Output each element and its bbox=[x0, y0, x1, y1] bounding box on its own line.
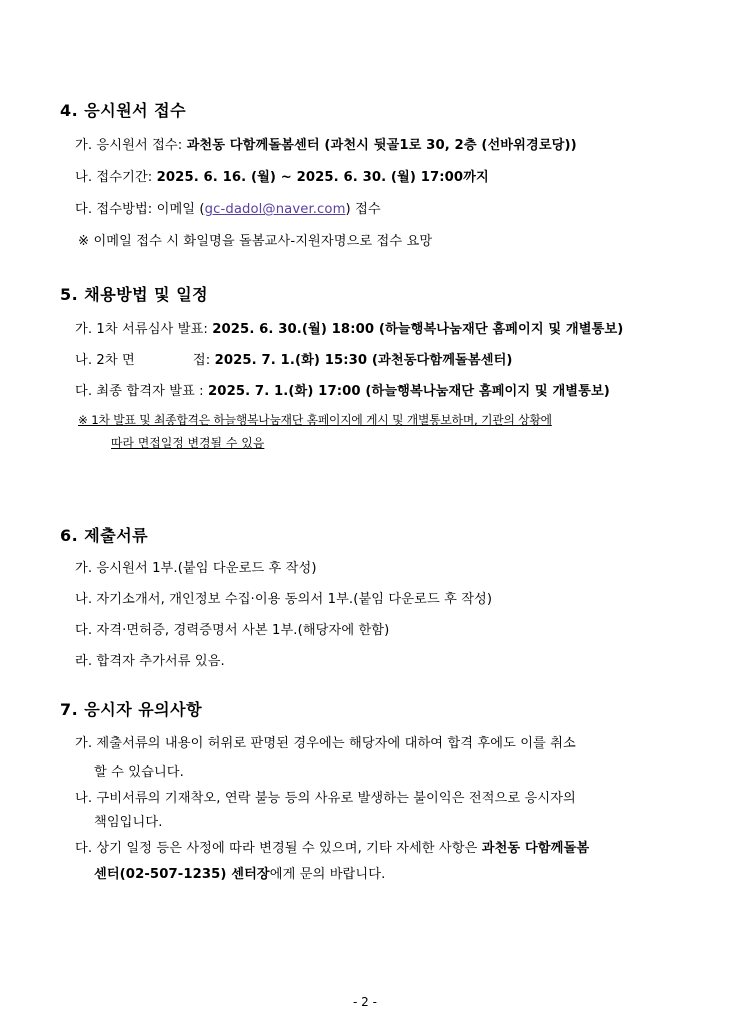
s5-item-b bbox=[75, 349, 513, 368]
s7-item-a-line-2: 할 수 있습니다. bbox=[94, 765, 184, 780]
s5-item-b-value: 2025. 7. 1.(화) 15:30 (과천동다함께돌봄센터) bbox=[214, 353, 513, 368]
s5-item-b-label2: 접: bbox=[192, 353, 215, 368]
s7-item-c-line-2 bbox=[94, 863, 385, 882]
s5-note-line-2: 따라 면접일정 변경될 수 있음 bbox=[111, 436, 265, 450]
s5-item-c bbox=[75, 380, 610, 399]
s5-item-a bbox=[75, 318, 623, 337]
s4-item-b bbox=[75, 166, 489, 185]
s6-item-b: 나. 자기소개서, 개인정보 수집·이용 동의서 1부.(붙임 다운로드 후 작성) bbox=[75, 592, 493, 607]
s7-item-a-line-1: 가. 제출서류의 내용이 허위로 판명된 경우에는 해당자에 대하여 합격 후에도 이를 취소 bbox=[75, 736, 576, 751]
s7-item-c-bold: 과천동 다함께돌봄 bbox=[481, 841, 590, 856]
s5-note-line-1: ※ 1차 발표 및 최종합격은 하늘행복나눔재단 홈페이지에 게시 및 개별통보하며, 기관의 상황에 bbox=[78, 413, 552, 427]
s7-item-c-text: 다. 상기 일정 등은 사정에 따라 변경될 수 있으며, 기타 자세한 사항은 bbox=[75, 841, 482, 856]
s6-item-c: 다. 자격·면허증, 경력증명서 사본 1부.(해당자에 한함) bbox=[75, 623, 390, 638]
s5-item-a-value: 2025. 6. 30.(월) 18:00 (하늘행복나눔재단 홈페이지 및 개별통보) bbox=[212, 322, 624, 337]
email-link[interactable]: gc-dadol@naver.com bbox=[204, 202, 346, 217]
s4-item-b-label: 나. 접수기간: bbox=[75, 170, 157, 185]
section-6-title: 6. 제출서류 bbox=[60, 526, 149, 545]
s4-note: ※ 이메일 접수 시 화일명을 돌봄교사-지원자명으로 접수 요망 bbox=[78, 234, 433, 249]
s5-item-b-label: 나. 2차 면 bbox=[75, 353, 135, 368]
s4-item-a-value: 과천동 다함께돌봄센터 (과천시 뒷골1로 30, 2층 (선바위경로당)) bbox=[186, 138, 577, 153]
section-7-title: 7. 응시자 유의사항 bbox=[60, 700, 203, 719]
section-4-title: 4. 응시원서 접수 bbox=[60, 101, 187, 120]
s4-item-a-label: 가. 응시원서 접수: bbox=[75, 138, 187, 153]
s7-item-c-line-1 bbox=[75, 837, 589, 856]
s7-item-c-suffix: 에게 문의 바랍니다. bbox=[269, 867, 386, 882]
s4-item-c-label: 다. 접수방법: 이메일 ( bbox=[75, 202, 205, 217]
s4-item-b-value: 2025. 6. 16. (월) ~ 2025. 6. 30. (월) 17:00까지 bbox=[156, 170, 489, 185]
page-number: - 2 - bbox=[353, 995, 377, 1009]
s6-item-a: 가. 응시원서 1부.(붙임 다운로드 후 작성) bbox=[75, 561, 317, 576]
s5-item-a-label: 가. 1차 서류심사 발표: bbox=[75, 322, 213, 337]
contact-info: 센터(02-507-1235) 센터장 bbox=[94, 867, 270, 882]
s4-item-c bbox=[75, 198, 381, 217]
s7-item-b-line-1: 나. 구비서류의 기재착오, 연락 불능 등의 사유로 발생하는 불이익은 전적으로 응시자의 bbox=[75, 791, 576, 806]
s5-item-c-label: 다. 최종 합격자 발표 : bbox=[75, 384, 209, 399]
s4-item-c-suffix: ) 접수 bbox=[345, 202, 381, 217]
section-5-title: 5. 채용방법 및 일정 bbox=[60, 285, 209, 304]
s5-item-c-value: 2025. 7. 1.(화) 17:00 (하늘행복나눔재단 홈페이지 및 개별통보) bbox=[208, 384, 610, 399]
s6-item-d: 라. 합격자 추가서류 있음. bbox=[75, 654, 225, 669]
s4-item-a bbox=[75, 134, 577, 153]
s7-item-b-line-2: 책임입니다. bbox=[94, 815, 163, 830]
